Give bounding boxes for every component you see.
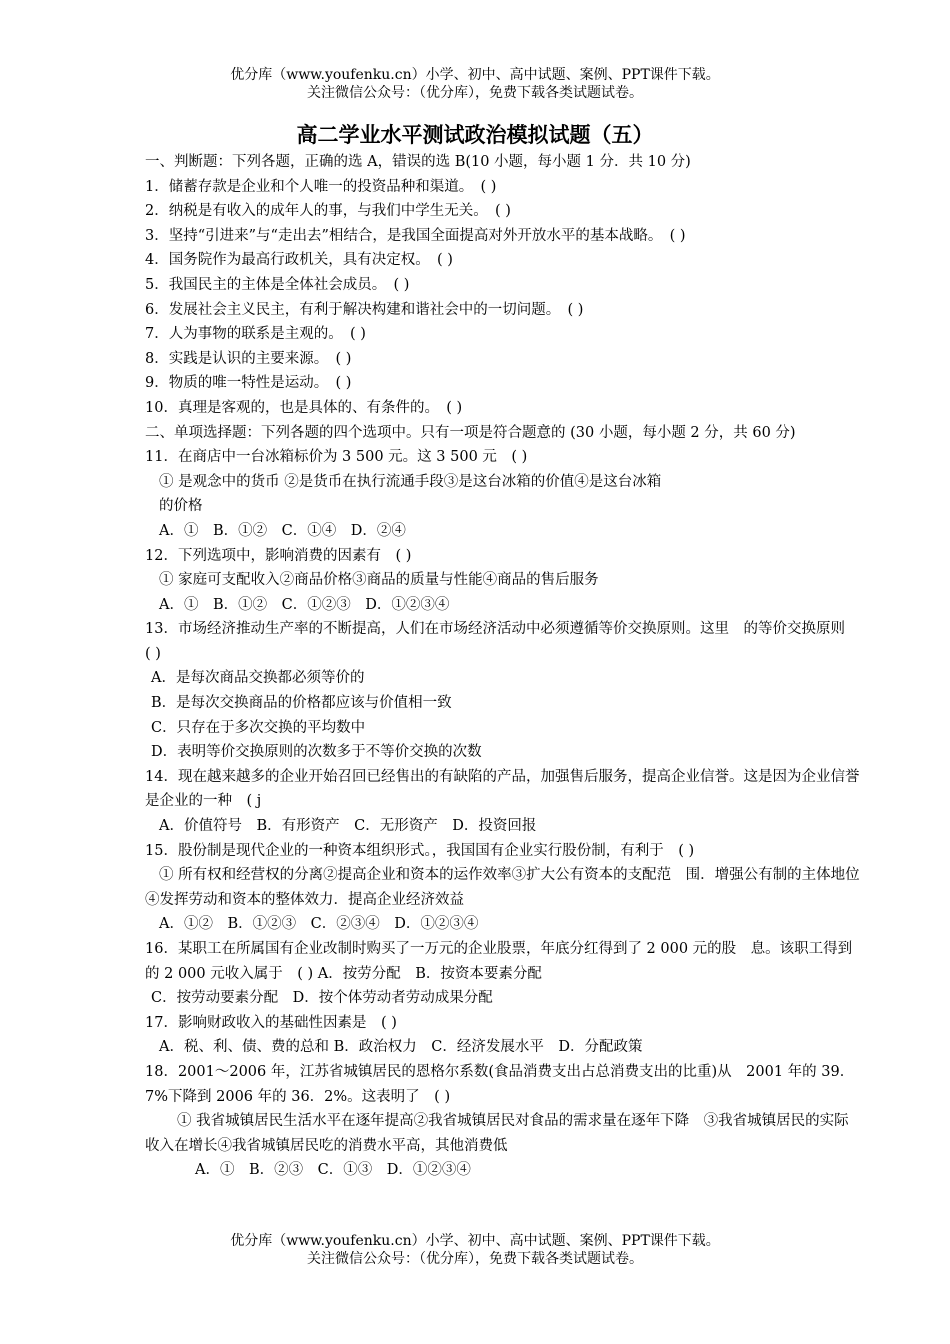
question-16: 16．某职工在所属国有企业改制时购买了一万元的企业股票，年底分红得到了 2 000 元的股 息。该职工得到的 2 000 元收入属于 ( ) A．按劳分配 B．按资本要素分配 <box>145 941 853 982</box>
question-15-statements: ① 所有权和经营权的分离②提高企业和资本的运作效率③扩大公有资本的支配范 围．增强公有制的主体地位④发挥劳动和资本的整体效力．提高企业经济效益 <box>145 867 860 908</box>
question-13-option-a: A．是每次商品交换都必须等价的 <box>151 670 365 687</box>
question-18-options: A．① B．②③ C．①③ D．①②③④ <box>195 1162 471 1179</box>
footer <box>0 1232 950 1268</box>
question-13-option-c: C．只存在于多次交换的平均数中 <box>151 719 366 736</box>
question-9: 9．物质的唯一特性是运动。 ( ) <box>145 375 352 392</box>
question-14: 14．现在越来越多的企业开始召回已经售出的有缺陷的产品，加强售后服务，提高企业信誉。这是因为企业信誉是企业的一种 ( j <box>145 768 860 810</box>
question-11-statements: ① 是观念中的货币 ②是货币在执行流通手段③是这台冰箱的价值④是这台冰箱 <box>159 473 662 490</box>
question-12-statements: ① 家庭可支配收入②商品价格③商品的质量与性能④商品的售后服务 <box>159 572 599 589</box>
question-14-options: A．价值符号 B．有形资产 C．无形资产 D．投资回报 <box>159 818 537 835</box>
question-10: 10．真理是客观的，也是具体的、有条件的。 ( ) <box>145 399 463 416</box>
question-4: 4．国务院作为最高行政机关，具有决定权。 ( ) <box>145 252 453 269</box>
question-8: 8．实践是认识的主要来源。 ( ) <box>145 350 352 367</box>
section-2-heading: 二、单项选择题：下列各题的四个选项中。只有一项是符合题意的 (30 小题，每小题 2 分，共 60 分) <box>145 424 796 441</box>
question-6: 6．发展社会主义民主，有利于解决构建和谐社会中的一切问题。 ( ) <box>145 301 584 318</box>
question-13-option-b: B．是每次交换商品的价格都应该与价值相一致 <box>151 695 452 712</box>
page-title: 高二学业水平测试政治模拟试题（五） <box>296 122 654 147</box>
section-1-heading: 一、判断题：下列各题，正确的选 A，错误的选 B(10 小题，每小题 1 分．共 10 分) <box>145 154 691 170</box>
header-top <box>0 66 950 102</box>
question-11: 11．在商店中一台冰箱标价为 3 500 元。这 3 500 元 ( ) <box>145 449 528 466</box>
footer-line-2: 关注微信公众号：（优分库），免费下载各类试题试卷。 <box>307 1251 643 1267</box>
question-13: 13．市场经济推动生产率的不断提高，人们在市场经济活动中必须遵循等价交换原则。这里 的等价交换原则 ( ) <box>145 621 860 662</box>
footer-line-1: 优分库（www.youfenku.cn）小学、初中、高中试题、案例、PPT课件下载。 <box>230 1233 720 1249</box>
header-line-2: 关注微信公众号：（优分库），免费下载各类试题试卷。 <box>307 85 643 101</box>
question-15: 15．股份制是现代企业的一种资本组织形式。，我国国有企业实行股份制，有利于 ( ) <box>145 842 695 859</box>
question-2: 2．纳税是有收入的成年人的事，与我们中学生无关。 ( ) <box>145 203 511 220</box>
question-1: 1．储蓄存款是企业和个人唯一的投资品种和渠道。 ( ) <box>145 178 497 195</box>
question-12: 12．下列选项中，影响消费的因素有 ( ) <box>145 547 412 564</box>
document-body <box>145 150 860 1183</box>
question-18: 18．2001～2006 年，江苏省城镇居民的恩格尔系数(食品消费支出占总消费支出的比重)从 2001 年的 39．7%下降到 2006 年的 36．2%。这表明了 ( ) <box>145 1063 855 1105</box>
question-5: 5．我国民主的主体是全体社会成员。 ( ) <box>145 276 410 293</box>
question-3: 3．坚持“引进来”与“走出去”相结合，是我国全面提高对外开放水平的基本战略。 ( ) <box>145 227 686 244</box>
question-7: 7．人为事物的联系是主观的。 ( ) <box>145 326 366 343</box>
question-11-statements-cont: 的价格 <box>159 498 203 515</box>
question-13-option-d: D．表明等价交换原则的次数多于不等价交换的次数 <box>151 744 482 761</box>
question-17: 17．影响财政收入的基础性因素是 ( ) <box>145 1014 397 1031</box>
question-12-options: A．① B．①② C．①②③ D．①②③④ <box>159 596 450 613</box>
header-line-1: 优分库（www.youfenku.cn）小学、初中、高中试题、案例、PPT课件下载。 <box>230 67 720 83</box>
question-17-options: A．税、利、债、费的总和 B．政治权力 C．经济发展水平 D．分配政策 <box>159 1039 643 1056</box>
question-11-options: A．① B．①② C．①④ D．②④ <box>159 522 406 539</box>
question-15-options: A．①② B．①②③ C．②③④ D．①②③④ <box>159 916 479 933</box>
question-16-options: C．按劳动要素分配 D．按个体劳动者劳动成果分配 <box>151 990 493 1007</box>
question-18-statements: ① 我省城镇居民生活水平在逐年提高②我省城镇居民对食品的需求量在逐年下降 ③我省城镇居民的实际收入在增长④我省城镇居民吃的消费水平高，其他消费低 <box>145 1113 849 1154</box>
